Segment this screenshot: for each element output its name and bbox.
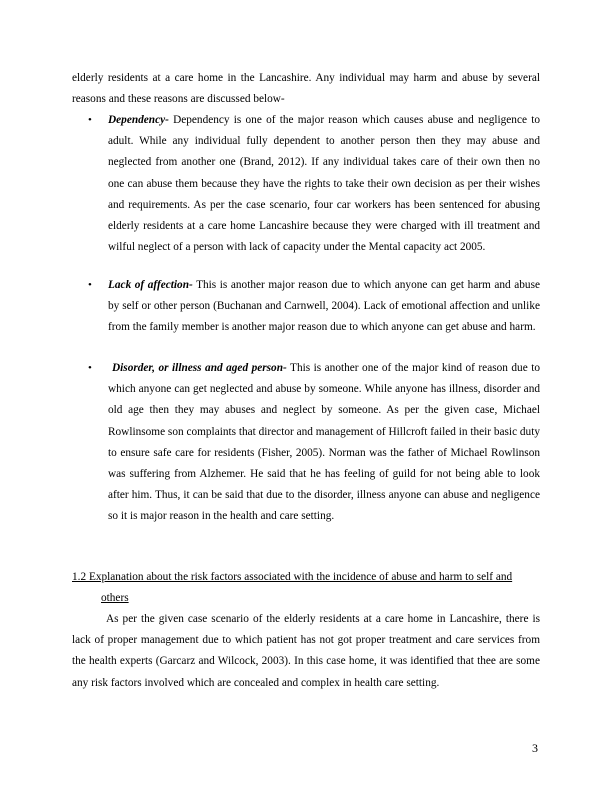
list-item-text: This is another one of the major kind of reason due to which anyone can get neglected and abuse by someone. While anyone has illness, disorder and old age then they may abuses and neglect by someone. As per the given case, Michael Rowlinsome son complaints that director and management of Hillcroft failed in their basic duty to ensure safe care for residents (Fisher, 2005). Norman was the father of Michael Rowlinson was suffering from Alzhemer. He said that he has feeling of guild for not being able to look after him. Thus, it can be said that due to the disorder, illness anyone can abuse and negligence so it is major reason in the health and care setting. xyxy=(108,362,540,523)
list-item-lack-of-affection xyxy=(108,275,540,339)
section-heading xyxy=(72,567,540,609)
list-item-text: Dependency is one of the major reason which causes abuse and negligence to adult. While any individual fully dependent to another person then they may abuse and neglected from another one (Brand, 2012). If any individual takes care of their own then no one can abuse them because they have the rights to take their own decision as per their wishes and requirements. As per the case scenario, four car workers has been sentenced for abusing elderly residents at a care home Lancashire because they were charged with ill treatment and wilful neglect of a person with lack of capacity under the Mental capacity act 2005. xyxy=(108,114,540,254)
bullet-icon: • xyxy=(88,279,92,291)
list-item-disorder xyxy=(108,358,540,528)
list-item-heading: Dependency- xyxy=(108,114,169,126)
list-item-dependency xyxy=(108,110,540,258)
intro-paragraph: elderly residents at a care home in the Lancashire. Any individual may harm and abuse by several reasons and these reasons are discussed below- xyxy=(72,72,540,106)
bullet-icon: • xyxy=(88,362,92,374)
section-body-paragraph: As per the given case scenario of the elderly residents at a care home in Lancashire, there is lack of proper management due to which patient has not got proper treatment and care services from the health experts (Garcarz and Wilcock, 2003). In this case home, it was identified that thee are some any risk factors involved which are concealed and complex in health care setting. xyxy=(72,613,540,689)
list-item-heading: Disorder, or illness and aged person- xyxy=(112,362,287,374)
page-number: 3 xyxy=(532,741,538,755)
section-heading-line2: others xyxy=(101,592,129,605)
list-item-heading: Lack of affection- xyxy=(108,279,193,291)
section-heading-line1: 1.2 Explanation about the risk factors associated with the incidence of abuse and harm to self and xyxy=(72,571,513,583)
bullet-icon: • xyxy=(88,114,92,126)
list-item-text: This is another major reason due to which anyone can get harm and abuse by self or other person (Buchanan and Carnwell, 2004). Lack of emotional affection and unlike from the family member is another major reason due to which anyone can get abuse and harm. xyxy=(108,279,540,334)
